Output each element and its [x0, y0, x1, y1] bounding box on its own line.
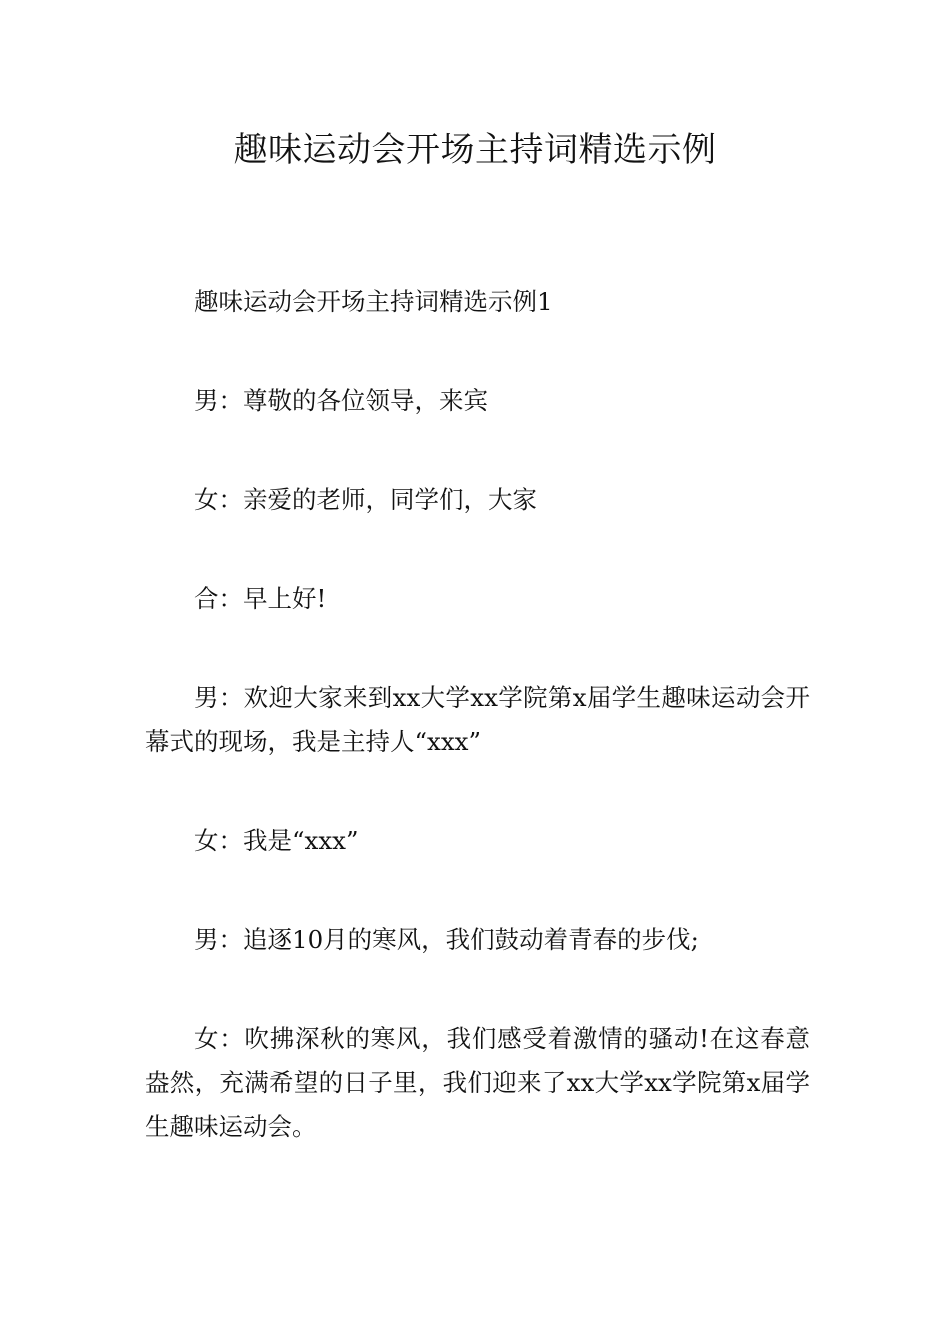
paragraph-male-verse: 男：追逐10月的寒风，我们鼓动着青春的步伐; — [194, 925, 699, 954]
paragraph-male-welcome: 男：欢迎大家来到xx大学xx学院第x届学生趣味运动会开幕式的现场，我是主持人“xxx” — [145, 683, 810, 756]
paragraph-female-intro: 女：我是“xxx” — [194, 826, 359, 855]
paragraph-subtitle: 趣味运动会开场主持词精选示例1 — [194, 287, 553, 316]
paragraph-together-greeting: 合：早上好! — [194, 584, 327, 613]
document-body — [145, 280, 810, 1204]
paragraph-male-greeting: 男：尊敬的各位领导，来宾 — [194, 386, 488, 415]
document-title: 趣味运动会开场主持词精选示例 — [233, 130, 717, 170]
paragraph-female-greeting: 女：亲爱的老师，同学们，大家 — [194, 485, 537, 514]
paragraph-female-verse: 女：吹拂深秋的寒风，我们感受着激情的骚动!在这春意盎然，充满希望的日子里，我们迎来了xx大学xx学院第x届学生趣味运动会。 — [145, 1024, 810, 1141]
